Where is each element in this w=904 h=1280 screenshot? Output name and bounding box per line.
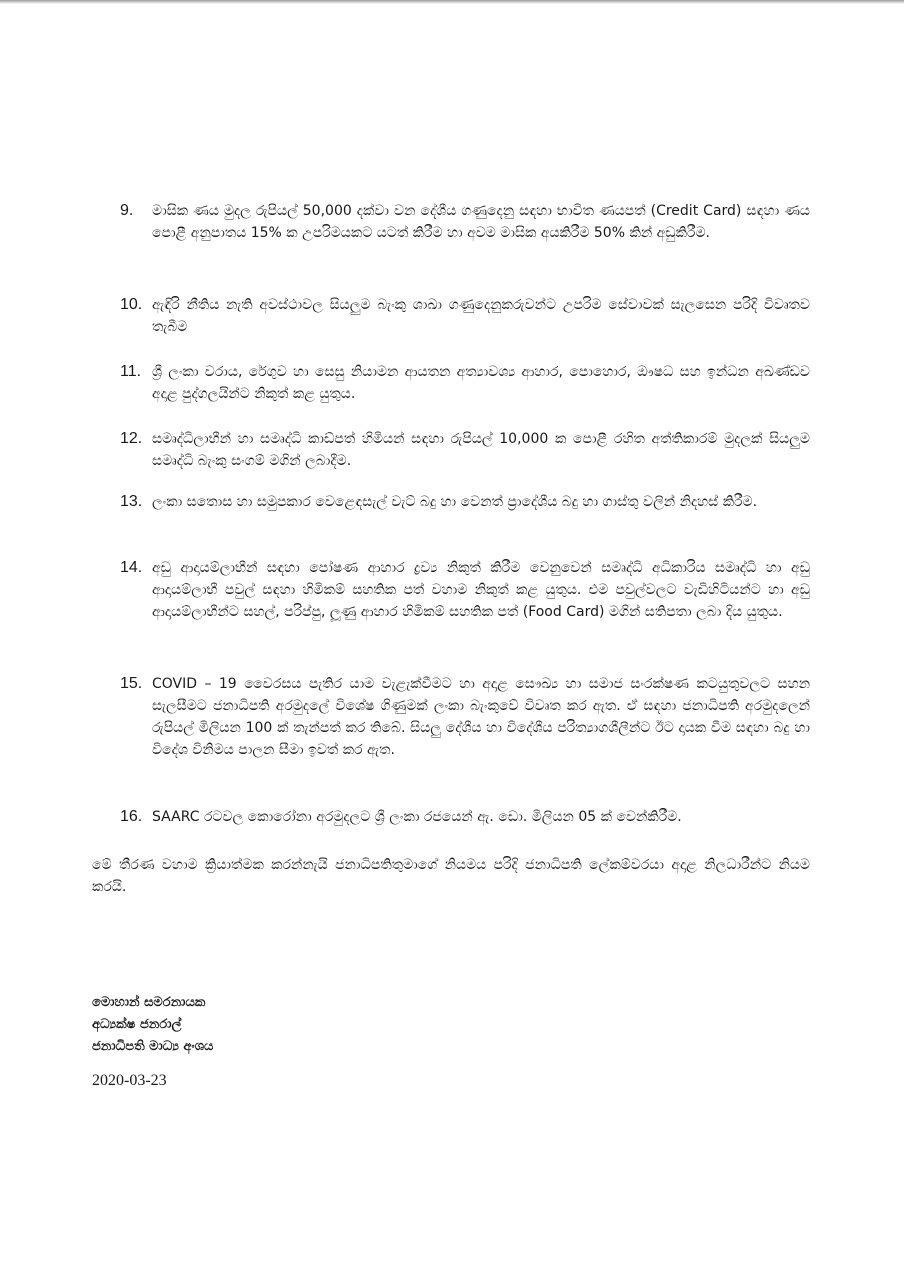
item-number: 12. — [120, 430, 143, 447]
list-item-9 — [120, 200, 810, 244]
item-text: ශ්‍රී ලංකා වරාය, රේගුව හා සෙසු නියාමන ආයතන අත්‍යාවශ්‍ය ආහාර, පොහොර, ඖෂධ සහ ඉන්ධන අඛණ්ඩව අදාළ පුද්ගලයින්ට නිකුත් කළ යුතුය. — [152, 364, 810, 402]
item-number: 11. — [120, 363, 142, 380]
list-item-16 — [120, 806, 810, 828]
item-number: 13. — [120, 493, 143, 510]
item-text: සමෘද්ධිලාභීන් හා සමෘද්ධි කාඩ්පත් හිමියන් සඳහා රුපියල් 10,000 ක පොළී රහිත අත්තිකාරම් මුදලක් සියලුම සමෘද්ධි බැංකු සංගම් මගින් ලබාදීම. — [152, 431, 810, 469]
list-item-13 — [120, 491, 810, 513]
signatory-office: ජනාධිපති මාධ්‍ය අංශය — [92, 1039, 214, 1054]
item-text: මාසික ණය මුදල රුපියල් 50,000 දක්වා වන දේශීය ගණුදෙනු සඳහා භාවිත ණයපත් (Credit Card) සඳහා ණය පොළී අනුපාතය 15% ක උපරිමයකට යටත් කිරීම හා අවම මාසික අයකිරීම 50% කින් අඩුකිරීම. — [152, 203, 810, 241]
item-number: 15. — [120, 675, 143, 692]
closing-paragraph: මේ තීරණ වහාම ක්‍රියාත්මක කරන්නැයි ජනාධිපතිතුමාගේ නියමය පරිදි ජනාධිපති ලේකම්වරයා අදාළ නිලධාරීන්ට නියම කරයි. — [92, 857, 810, 895]
item-text: COVID – 19 වෛරසය පැතිර යාම වැළැක්වීමට හා අදාළ සෞඛ්‍ය හා සමාජ සංරක්ෂණ කටයුතුවලට සහන සැලසීමට ජනාධිපති අරමුදලේ විශේෂ ගිණුමක් ලංකා බැංකුවේ විවෘත කර ඇත. ඒ සඳහා ජනාධිපති අරමුදලෙන් රුපියල් මිලියන 100 ක් තැන්පත් කර තිබේ. සියලු දේශීය හා විදේශීය පරිත්‍යාගශීලීන්ට ඊට දායක වීම සඳහා බදු හා විදේශ විනිමය පාලන සීමා ඉවත් කර ඇත. — [152, 676, 810, 758]
list-item-11 — [120, 361, 810, 405]
item-text: ඇඳිරි නීතිය නැති අවස්ථාවල සියලුම බැංකු ශාඛා ගණුදෙනුකරුවන්ට උපරිම සේවාවක් සැලසෙන පරිදි විවෘතව තැබීම — [152, 297, 810, 335]
signatory-name: මොහාන් සමරනායක — [92, 995, 206, 1010]
list-item-14 — [120, 557, 810, 623]
list-item-10 — [120, 294, 810, 338]
signature-block — [92, 992, 492, 1058]
signatory-title: අධ්‍යක්ෂ ජනරාල් — [92, 1017, 182, 1032]
item-number: 16. — [120, 808, 143, 825]
item-number: 10. — [120, 296, 143, 313]
list-item-15 — [120, 673, 810, 761]
item-text: ලංකා සතොස හා සමුපකාර වෙළෙඳසැල් වැට් බදු හා වෙනත් ප්‍රාදේශීය බදු හා ගාස්තු වලින් නිදහස් කිරීම. — [152, 494, 758, 510]
item-text: අඩු ආදායම්ලාභීන් සඳහා පෝෂණ ආහාර ද්‍රව්‍ය නිකුත් කිරීම වෙනුවෙන් සමෘද්ධි අධිකාරිය සමෘද්ධි හා අඩු ආදායම්ලාභී පවුල් සඳහා හිමිකම් සහතික පත් වහාම නිකුත් කළ යුතුය. එම පවුල්වලට වැඩිහිටියන්ට හා අඩු ආදායම්ලාභීන්ට සහල්, පරිප්පු, ලූණු ආහාර හිමිකම් සහතික පත් (Food Card) මගින් සතිපතා ලබා දිය යුතුය. — [152, 560, 810, 620]
item-number: 14. — [120, 559, 143, 576]
document-date: 2020-03-23 — [92, 1072, 167, 1089]
item-number: 9. — [120, 202, 134, 219]
item-text: SAARC රටවල කොරෝනා අරමුදලට ශ්‍රී ලංකා රජයෙන් ඇ. ඩො. මිලියන 05 ක් වෙන්කිරීම. — [152, 809, 682, 825]
list-item-12 — [120, 428, 810, 472]
